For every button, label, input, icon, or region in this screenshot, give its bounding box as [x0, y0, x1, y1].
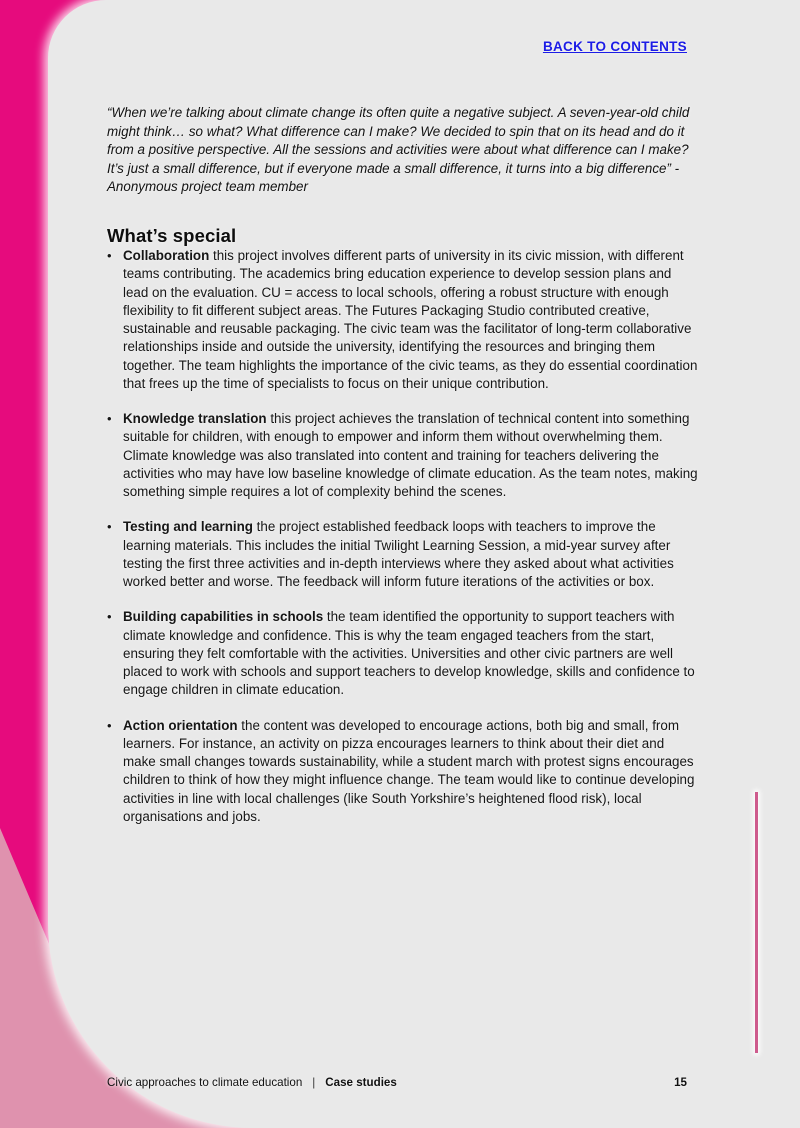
- bullet-lead: Collaboration: [123, 248, 210, 263]
- list-item: [107, 717, 699, 827]
- bullet-icon: •: [107, 609, 112, 625]
- bullet-icon: •: [107, 717, 112, 733]
- quote-paragraph: “When we’re talking about climate change its often quite a negative subject. A seven-year-old child might think… so what? What difference can I make? We decided to spin that on its head and do it from a positive perspective. All the sessions and activities were about what difference can I make? It’s just a small difference, but if everyone made a small difference, it turns into a big difference” - Anonymous project team member: [107, 105, 690, 195]
- bullet-list: [107, 247, 699, 843]
- footer-separator: |: [312, 1076, 316, 1089]
- bullet-text: this project involves different parts of university in its civic mission, with different teams contributing. The academics bring education experience to develop session plans and lead on the evaluation. CU = access to local schools, offering a robust structure with enough flexibility to fit different subject areas. The Futures Packaging Studio contributed creative, sustainable and reusable packaging. The civic team was the facilitator of long-term collaborative relationships inside and outside the university, identifying the resources and bringing them together. The team highlights the importance of the civic teams, as they do essential coordination that frees up the time of specialists to focus on their unique contribution.: [123, 248, 698, 391]
- accent-line-decoration: [755, 792, 758, 1053]
- back-to-contents-link[interactable]: BACK TO CONTENTS: [542, 39, 687, 54]
- footer-doc-title: Civic approaches to climate education: [107, 1076, 303, 1089]
- footer: [107, 1076, 687, 1089]
- bullet-icon: •: [107, 411, 112, 426]
- content-panel: [48, 0, 800, 1128]
- list-item: [107, 608, 699, 699]
- bullet-lead: Building capabilities in schools: [123, 609, 324, 625]
- bullet-icon: •: [107, 519, 112, 535]
- bullet-text: the content was developed to encourage actions, both big and small, from learners. For instance, an activity on pizza encourages learners to think about their diet and make small changes towards sustainability, while a student march with protest signs encourages children to think of how they might influence change. The team would like to continue developing activities in line with local challenges (like South Yorkshire’s heightened flood risk), local organisations and jobs.: [123, 717, 695, 824]
- bullet-text: the project established feedback loops with teachers to improve the learning materials. This includes the initial Twilight Learning Session, a mid-year survey after testing the first three activities and in-depth interviews where they asked about what activities worked better and worse. The feedback will inform future iterations of the activities or box.: [123, 519, 674, 589]
- bullet-lead: Action orientation: [123, 717, 238, 733]
- list-item: [107, 247, 699, 393]
- bullet-text: this project achieves the translation of technical content into something suitable for children, with enough to empower and inform them without overwhelming them. Climate knowledge was also translated into content and training for teachers delivering the activities who may have low baseline knowledge of climate education. As the team notes, making something simple requires a lot of complexity behind the scenes.: [123, 411, 698, 499]
- page-number: 15: [674, 1076, 687, 1089]
- list-item: [107, 410, 699, 501]
- bullet-lead: Testing and learning: [123, 519, 253, 535]
- page-title: What’s special: [107, 225, 237, 247]
- bullet-icon: •: [107, 248, 112, 263]
- list-item: [107, 518, 699, 591]
- bullet-lead: Knowledge translation: [123, 411, 267, 426]
- footer-section: Case studies: [325, 1076, 397, 1089]
- bullet-text: the team identified the opportunity to support teachers with climate knowledge and confidence. This is why the team engaged teachers from the start, ensuring they felt comfortable with the activities. Universities and other civic partners are well placed to work with schools and support teachers to develop knowledge, skills and confidence to engage children in climate education.: [123, 609, 695, 698]
